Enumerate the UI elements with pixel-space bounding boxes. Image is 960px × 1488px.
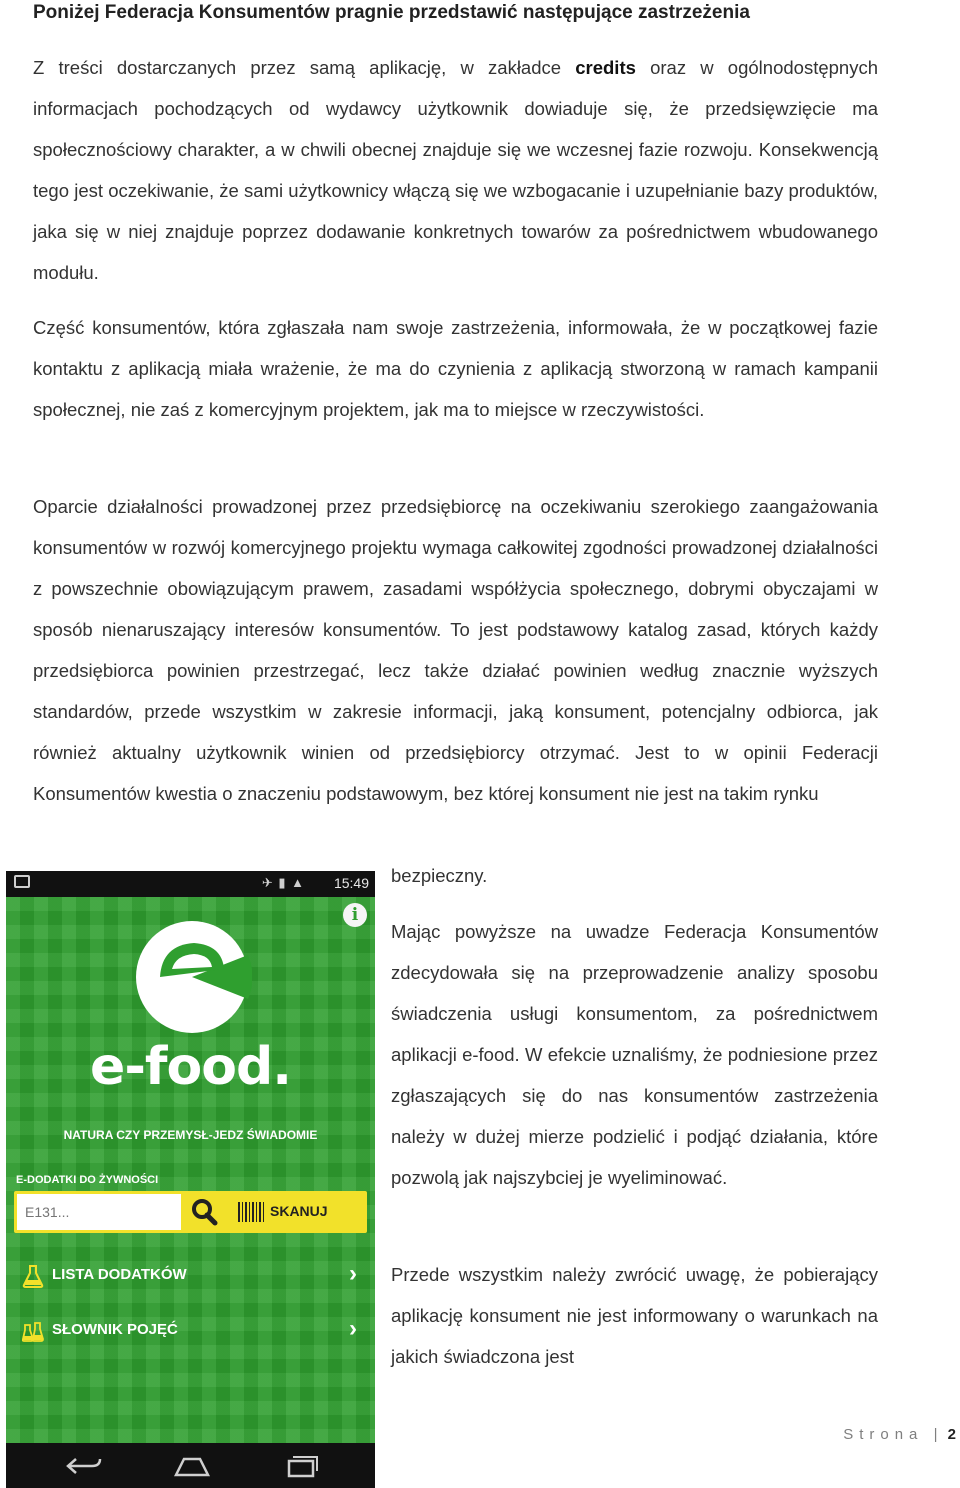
- app-screenshot: [6, 871, 375, 1488]
- recent-apps-icon[interactable]: [280, 1453, 320, 1479]
- info-icon[interactable]: i: [343, 903, 367, 927]
- app-main: [6, 897, 375, 1443]
- footer-separator: |: [933, 1426, 938, 1443]
- search-bar: [14, 1191, 367, 1233]
- paragraph-2: Część konsumentów, która zgłaszała nam swoje zastrzeżenia, informowała, że w początkowej fazie kontaktu z aplikacją miała wrażenie, że ma do czynienia z aplikacją stworzoną w ramach kampanii społecznej, nie zaś z komercyjnym projektem, jak ma to miejsce w rzeczywistości.: [33, 317, 878, 420]
- credits-term: credits: [575, 57, 636, 78]
- flasks-icon: [22, 1319, 44, 1343]
- page-footer: [843, 1426, 956, 1443]
- paragraph-3-end: bezpieczny.: [391, 865, 488, 886]
- android-nav-bar: [6, 1443, 375, 1488]
- signal-icon: ✈ ▮ ▲: [261, 875, 305, 890]
- barcode-icon: [238, 1202, 264, 1222]
- page-heading: Poniżej Federacja Konsumentów pragnie przedstawić następujące zastrzeżenia: [33, 2, 750, 23]
- paragraph-3: Oparcie działalności prowadzonej przez przedsiębiorcę na oczekiwaniu szerokiego zaangażowania konsumentów w rozwój komercyjnego projektu wymaga całkowitej zgodności prowadzonej działalności z powszechnie obowiązującym prawem, zasadami współżycia społecznego, dobrymi obyczajami w sposób nienaruszający interesów konsumentów. To jest podstawowy katalog zasad, których każdy przedsiębiorca powinien przestrzegać, lecz także działać powinien według znacznie wyższych standardów, przede wszystkim w zakresie informacji, jaką konsument, potencjalny odbiorca, jak również aktualny użytkownik winien od przedsiębiorcy otrzymać. Jest to w opinii Federacji Konsumentów kwestia o znaczeniu podstawowym, bez której konsument nie jest na takim rynku: [33, 496, 878, 804]
- scan-button-label: SKANUJ: [270, 1203, 328, 1219]
- page-number: 2: [947, 1426, 956, 1443]
- paragraph-5: Przede wszystkim należy zwrócić uwagę, że pobierający aplikację konsument nie jest informowany o warunkach na jakich świadczona jest: [391, 1264, 878, 1367]
- search-button[interactable]: [186, 1194, 222, 1230]
- menu-item-additives-list[interactable]: [6, 1252, 375, 1300]
- paragraph-1-start: Z treści dostarczanych przez samą aplikację, w zakładce: [33, 57, 576, 78]
- efood-logo-icon: [132, 917, 252, 1037]
- footer-label: Strona: [843, 1426, 924, 1443]
- paragraph-1-rest: oraz w ogólnodostępnych informacjach pochodzących od wydawcy użytkownik dowiaduje się, że przedsięwzięcie ma społecznościowy charakter, a w chwili obecnej znajduje się we wczesnej fazie rozwoju. Konsekwencją tego jest oczekiwanie, że sami użytkownicy włączą się we wzbogacanie i uzupełnianie bazy produktów, jaka się w niej znajduje poprzez dodawanie konkretnych towarów za pośrednictwem wbudowanego modułu.: [33, 57, 878, 283]
- menu-item-label: LISTA DODATKÓW: [52, 1266, 187, 1283]
- chevron-right-icon: ›: [349, 1315, 357, 1342]
- additives-label: E-DODATKI DO ŻYWNOŚCI: [16, 1174, 159, 1186]
- chevron-right-icon: ›: [349, 1260, 357, 1287]
- menu-item-glossary[interactable]: [6, 1307, 375, 1355]
- search-icon: [186, 1194, 222, 1230]
- back-icon[interactable]: [64, 1453, 104, 1479]
- app-brand: e-food.: [90, 1037, 291, 1097]
- app-tagline: NATURA CZY PRZEMYSŁ-JEDZ ŚWIADOMIE: [63, 1128, 318, 1142]
- menu-item-label: SŁOWNIK POJĘĆ: [52, 1321, 178, 1338]
- message-icon: [14, 875, 30, 888]
- paragraph-4: Mając powyższe na uwadze Federacja Konsumentów zdecydowała się na przeprowadzenie analizy sposobu świadczenia usługi konsumentom, za pośrednictwem aplikacji e-food. W efekcie uznaliśmy, że podniesione przez zgłaszających się do nas konsumentów zastrzeżenia należy w dużej mierze podzielić i podjąć działania, które pozwolą jak najszybciej je wyeliminować.: [391, 921, 878, 1188]
- status-bar: [6, 871, 375, 897]
- home-icon[interactable]: [172, 1453, 212, 1479]
- additive-search-input[interactable]: [17, 1194, 181, 1230]
- flask-icon: [22, 1264, 44, 1288]
- status-time: 15:49: [333, 875, 369, 891]
- paragraph-1: [33, 47, 878, 293]
- scan-button[interactable]: [232, 1194, 362, 1230]
